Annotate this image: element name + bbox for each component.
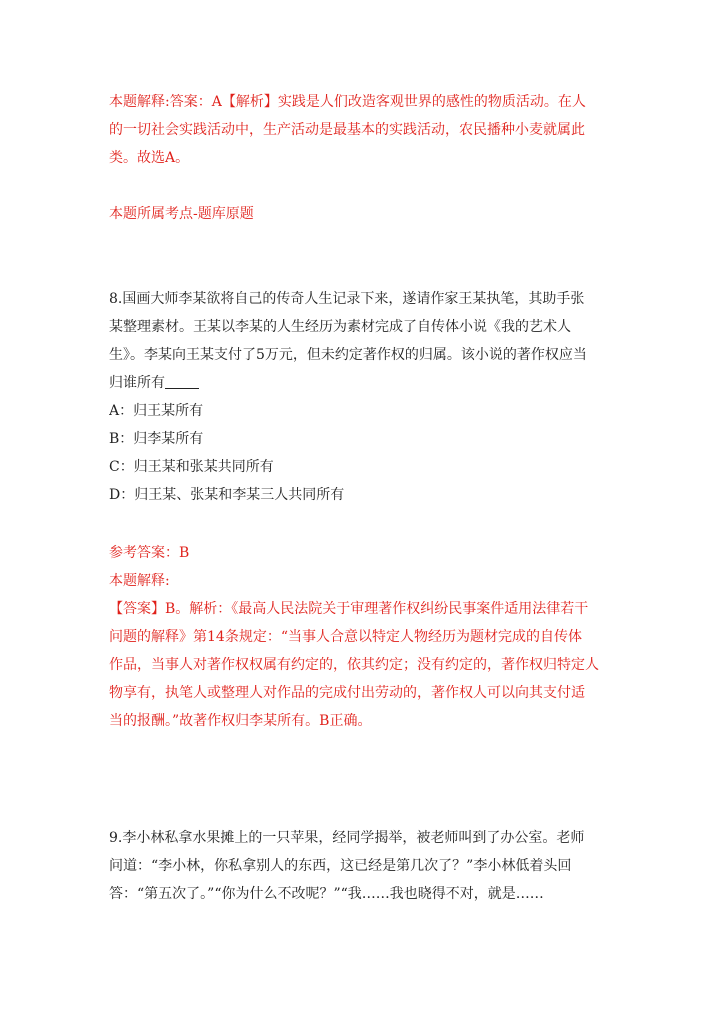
q8-option-b: B：归李某所有 [109, 431, 204, 447]
q8-options [109, 397, 609, 509]
q9-question-line: 9.李小林私拿水果摊上的一只苹果，经同学揭举，被老师叫到了办公室。老师 [109, 830, 585, 846]
q7-explanation-line: 的一切社会实践活动中，生产活动是最基本的实践活动，农民播种小麦就属此 [109, 122, 585, 138]
q7-explanation [109, 88, 609, 172]
q9-question-line: 答：“第五次了。”“你为什么不改呢？”“我……我也晓得不对，就是…… [109, 886, 544, 902]
q8-question-line-last [109, 369, 609, 397]
q8-explanation-line: 作品，当事人对著作权权属有约定的，依其约定；没有约定的，著作权归特定人 [109, 657, 599, 673]
answer-blank [165, 372, 199, 389]
q8-answer: 参考答案：B [109, 545, 190, 561]
q8-explanation-line: 物享有，执笔人或整理人对作品的完成付出劳动的，著作权人可以向其支付适 [109, 685, 585, 701]
q8-option-d: D：归王某、张某和李某三人共同所有 [109, 487, 345, 503]
q8-question-text: 归谁所有 [109, 375, 165, 391]
q8-question-line: 8.国画大师李某欲将自己的传奇人生记录下来，遂请作家王某执笔，其助手张 [109, 291, 585, 307]
q7-explanation-line: 类。故选A。 [109, 150, 190, 166]
q7-source-text: 本题所属考点-题库原题 [109, 206, 254, 222]
q8-option-a: A：归王某所有 [109, 403, 204, 419]
q8-explanation-line: 当的报酬。”故著作权归李某所有。B正确。 [109, 713, 372, 729]
q8-explanation-line: 【答案】B。解析：《最高人民法院关于审理著作权纠纷民事案件适用法律若干 [109, 601, 589, 617]
q8-option-c: C：归王某和张某共同所有 [109, 459, 274, 475]
q8-explanation-line: 问题的解释》第14条规定：“当事人合意以特定人物经历为题材完成的自传体 [109, 629, 582, 645]
q9-question [109, 824, 609, 908]
q8-question [109, 285, 609, 397]
q7-source [109, 200, 609, 228]
q8-answer-block [109, 539, 609, 735]
q8-question-line: 某整理素材。王某以李某的人生经历为素材完成了自传体小说《我的艺术人 [109, 319, 571, 335]
q9-question-line: 问道：“李小林，你私拿别人的东西，这已经是第几次了？”李小林低着头回 [109, 858, 572, 874]
q8-question-line: 生》。李某向王某支付了5万元，但未约定著作权的归属。该小说的著作权应当 [109, 347, 587, 363]
q7-explanation-line: 本题解释:答案：A【解析】实践是人们改造客观世界的感性的物质活动。在人 [109, 94, 586, 110]
q8-explanation-label: 本题解释: [109, 573, 170, 589]
